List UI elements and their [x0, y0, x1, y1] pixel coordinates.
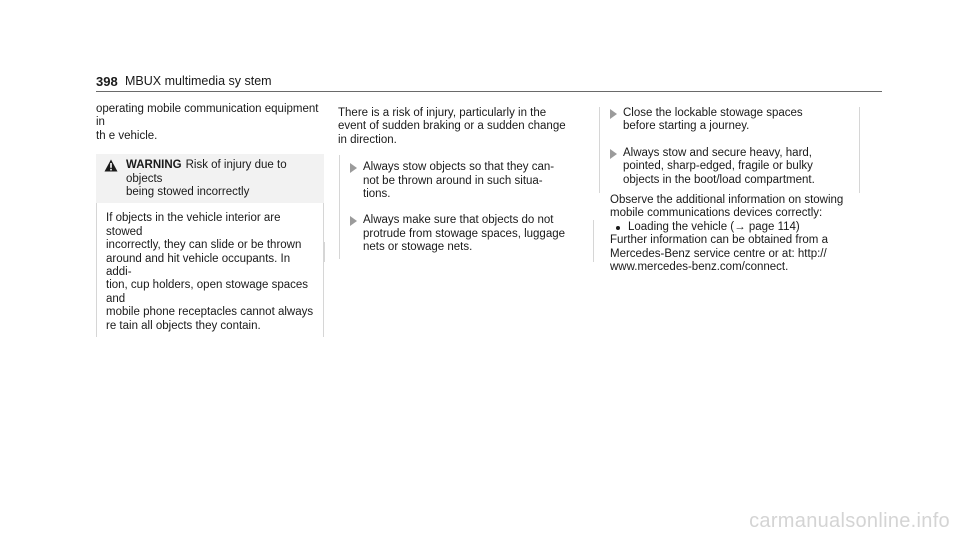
- cross-reference-item[interactable]: [610, 221, 862, 234]
- cross-reference-link[interactable]: Loading the vehicle (→ page 114): [628, 220, 800, 233]
- intro-line: operating mobile communication equipment in: [96, 103, 319, 129]
- instruction-line: Always stow and secure heavy, hard,: [623, 146, 812, 159]
- instruction-line: before starting a journey.: [623, 120, 750, 133]
- warning-body-line: If objects in the vehicle interior are stowed: [106, 212, 281, 238]
- outro-line: www.mercedes-benz.com/connect.: [610, 261, 789, 274]
- instruction-line: Always stow objects so that they can‐: [363, 161, 555, 174]
- instruction-item: [600, 147, 859, 187]
- warning-label: WARNING: [126, 159, 182, 172]
- instruction-line: nets or stowage nets.: [363, 241, 473, 254]
- instruction-line: objects in the boot/load compartment.: [623, 173, 815, 186]
- warning-body-line: incorrectly, they can slide or be thrown: [106, 239, 302, 252]
- intro-line: There is a risk of injury, particularly in the: [338, 107, 547, 119]
- warning-body-line: around and hit vehicle occupants. In addi‐: [106, 252, 291, 279]
- column-1: [96, 103, 324, 337]
- column-divider: [324, 242, 325, 262]
- bullet-icon: [616, 226, 620, 230]
- column-divider: [593, 220, 594, 262]
- instruction-line: pointed, sharp-edged, fragile or bulky: [623, 160, 813, 173]
- running-title: MBUX multimedia sy stem: [125, 74, 272, 88]
- warning-body-line: tion, cup holders, open stowage spaces and: [106, 279, 309, 305]
- page-header: [96, 74, 882, 92]
- instruction-line: tions.: [363, 188, 391, 201]
- intro-line: mobile communications devices correctly:: [610, 207, 823, 220]
- page-number: 398: [96, 74, 118, 89]
- arrow-right-icon: [350, 163, 357, 173]
- intro-line: event of sudden braking or a sudden change: [338, 120, 566, 133]
- warning-header: [96, 154, 324, 203]
- outro-line: Mercedes-Benz service centre or at: http://: [610, 247, 827, 260]
- intro-line: Observe the additional information on stowing: [610, 194, 844, 206]
- column-3: [598, 107, 860, 193]
- instruction-line: not be thrown around in such situa‐: [363, 174, 543, 187]
- column-4: [610, 194, 862, 274]
- instruction-list: [339, 155, 578, 258]
- column-2: [338, 107, 578, 259]
- instruction-item: [340, 161, 578, 201]
- instruction-line: Close the lockable stowage spaces: [623, 107, 803, 119]
- intro-line: in direction.: [338, 133, 397, 146]
- warning-body-line: mobile phone receptacles cannot always: [106, 306, 314, 319]
- warning-body-line: re tain all objects they contain.: [106, 319, 261, 332]
- arrow-right-icon: [610, 109, 617, 119]
- warning-body: [96, 203, 324, 337]
- watermark: carmanualsonline.info: [749, 510, 950, 532]
- outro-line: Further information can be obtained from a: [610, 234, 828, 247]
- instruction-line: Always make sure that objects do not: [363, 214, 554, 227]
- arrow-right-icon: [350, 216, 357, 226]
- instruction-line: protrude from stowage spaces, luggage: [363, 227, 566, 240]
- header-rule: [96, 91, 882, 92]
- warning-triangle-icon: [104, 159, 118, 172]
- intro-line: th e vehicle.: [96, 129, 158, 142]
- warning-block: [96, 154, 324, 337]
- instruction-list: [599, 107, 860, 193]
- arrow-right-icon: [610, 149, 617, 159]
- instruction-item: [600, 107, 859, 134]
- instruction-item: [340, 214, 578, 254]
- warning-title-line: being stowed incorrectly: [126, 186, 250, 199]
- warning-title-line: Risk of injury due to objects: [126, 159, 287, 185]
